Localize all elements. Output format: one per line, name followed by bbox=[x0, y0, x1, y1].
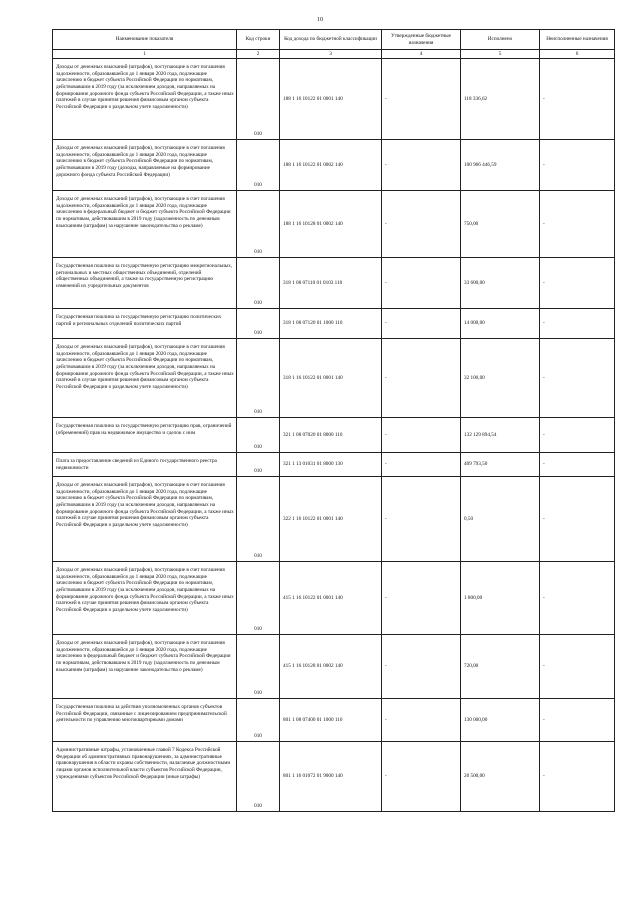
unexecuted-cell: - bbox=[540, 258, 615, 309]
column-number: 1 bbox=[53, 50, 237, 59]
indicator-name-cell: Доходы от денежных взысканий (штрафов), поступающие в счет погашения задолженности, образовавшейся до 1 января 2020 года, подлежащие зачислению в бюджет субъекта Российской Федерации по нормативам, действовавшим в 2019 году (доходы, направляемые на формирование дорожного фонда субъекта Российской Федерации) bbox=[53, 140, 237, 191]
row-code-cell: 010 bbox=[237, 258, 280, 309]
column-number: 3 bbox=[280, 50, 382, 59]
table-body bbox=[53, 59, 615, 812]
table-row bbox=[53, 191, 615, 258]
indicator-name-cell: Плата за предоставление сведений из Единого государственного реестра недвижимости bbox=[53, 453, 237, 477]
unexecuted-cell: - bbox=[540, 59, 615, 140]
budget-code-cell: 415 1 16 10128 01 0002 140 bbox=[280, 635, 382, 699]
approved-cell: - bbox=[382, 562, 461, 635]
indicator-name-cell: Доходы от денежных взысканий (штрафов), поступающие в счет погашения задолженности, образовавшейся до 1 января 2020 года, подлежащие зачислению в бюджет субъекта Российской Федерации по нормативам, действовавшим в 2019 году (за исключением доходов, направляемых на формирование дорожного фонда субъекта Российской Федерации, а также иных платежей в случае принятия решения финансовым органом субъекта Российской Федерации о раздельном учете задолженности) bbox=[53, 59, 237, 140]
column-number: 4 bbox=[382, 50, 461, 59]
executed-cell: 33 600,00 bbox=[461, 258, 540, 309]
unexecuted-cell: - bbox=[540, 562, 615, 635]
row-code-cell: 010 bbox=[237, 59, 280, 140]
table-row bbox=[53, 339, 615, 418]
table-row bbox=[53, 418, 615, 453]
executed-cell: 118 336,62 bbox=[461, 59, 540, 140]
budget-code-cell: 801 1 08 07400 01 1000 110 bbox=[280, 699, 382, 742]
column-number: 5 bbox=[461, 50, 540, 59]
unexecuted-cell: - bbox=[540, 309, 615, 339]
approved-cell: - bbox=[382, 140, 461, 191]
budget-code-cell: 321 1 08 07020 01 8000 110 bbox=[280, 418, 382, 453]
executed-cell: 20 500,00 bbox=[461, 742, 540, 812]
header-indicator-name: Наименование показателя bbox=[53, 30, 237, 50]
approved-cell: - bbox=[382, 191, 461, 258]
budget-code-cell: 321 1 13 01031 01 8000 130 bbox=[280, 453, 382, 477]
table-row bbox=[53, 258, 615, 309]
unexecuted-cell: - bbox=[540, 339, 615, 418]
budget-code-cell: 415 1 16 10122 01 0001 140 bbox=[280, 562, 382, 635]
indicator-name-cell: Доходы от денежных взысканий (штрафов), поступающие в счет погашения задолженности, образовавшейся до 1 января 2020 года, подлежащие зачислению в бюджет субъекта Российской Федерации по нормативам, действовавшим в 2019 году (за исключением доходов, направляемых на формирование дорожного фонда субъекта Российской Федерации, а также иных платежей в случае принятия решения финансовым органом субъекта Российской Федерации о раздельном учете задолженности) bbox=[53, 339, 237, 418]
executed-cell: 100 966 446,59 bbox=[461, 140, 540, 191]
header-row bbox=[53, 30, 615, 50]
unexecuted-cell: - bbox=[540, 140, 615, 191]
table-row bbox=[53, 635, 615, 699]
table-row bbox=[53, 477, 615, 562]
header-executed: Исполнено bbox=[461, 30, 540, 50]
indicator-name-cell: Государственная пошлина за государственную регистрацию прав, ограничений (обременений) прав на недвижимое имущество и сделок с ним bbox=[53, 418, 237, 453]
unexecuted-cell: - bbox=[540, 418, 615, 453]
unexecuted-cell: - bbox=[540, 477, 615, 562]
budget-code-cell: 322 1 16 10122 01 0001 140 bbox=[280, 477, 382, 562]
approved-cell: - bbox=[382, 453, 461, 477]
approved-cell: - bbox=[382, 258, 461, 309]
executed-cell: 32 100,00 bbox=[461, 339, 540, 418]
executed-cell: 0,50 bbox=[461, 477, 540, 562]
budget-code-cell: 801 1 16 01072 01 9000 140 bbox=[280, 742, 382, 812]
row-code-cell: 010 bbox=[237, 635, 280, 699]
row-code-cell: 010 bbox=[237, 742, 280, 812]
approved-cell: - bbox=[382, 59, 461, 140]
budget-code-cell: 188 1 16 10122 01 0002 140 bbox=[280, 140, 382, 191]
approved-cell: - bbox=[382, 309, 461, 339]
row-code-cell: 010 bbox=[237, 339, 280, 418]
column-number-row bbox=[53, 50, 615, 59]
executed-cell: 750,00 bbox=[461, 191, 540, 258]
budget-code-cell: 318 1 08 07120 01 1000 110 bbox=[280, 309, 382, 339]
approved-cell: - bbox=[382, 339, 461, 418]
budget-code-cell: 188 1 16 10128 01 0002 140 bbox=[280, 191, 382, 258]
row-code-cell: 010 bbox=[237, 477, 280, 562]
budget-code-cell: 318 1 08 07110 01 0103 110 bbox=[280, 258, 382, 309]
unexecuted-cell: - bbox=[540, 453, 615, 477]
indicator-name-cell: Государственная пошлина за действия уполномоченных органов субъектов Российской Федерации, связанные с лицензированием предпринимательской деятельности по управлению многоквартирными домами bbox=[53, 699, 237, 742]
executed-cell: 132 129 894,54 bbox=[461, 418, 540, 453]
executed-cell: 409 793,50 bbox=[461, 453, 540, 477]
column-number: 6 bbox=[540, 50, 615, 59]
budget-execution-table bbox=[52, 29, 615, 812]
table-row bbox=[53, 59, 615, 140]
table-row bbox=[53, 562, 615, 635]
approved-cell: - bbox=[382, 418, 461, 453]
row-code-cell: 010 bbox=[237, 140, 280, 191]
column-number: 2 bbox=[237, 50, 280, 59]
table-row bbox=[53, 699, 615, 742]
unexecuted-cell: - bbox=[540, 191, 615, 258]
row-code-cell: 010 bbox=[237, 191, 280, 258]
header-unexecuted: Неисполненные назначения bbox=[540, 30, 615, 50]
unexecuted-cell: - bbox=[540, 699, 615, 742]
page-number: 10 bbox=[317, 17, 323, 23]
row-code-cell: 010 bbox=[237, 309, 280, 339]
approved-cell: - bbox=[382, 699, 461, 742]
budget-code-cell: 188 1 16 10122 01 0001 140 bbox=[280, 59, 382, 140]
header-row-code: Код строки bbox=[237, 30, 280, 50]
approved-cell: - bbox=[382, 635, 461, 699]
executed-cell: 14 000,00 bbox=[461, 309, 540, 339]
table-row bbox=[53, 453, 615, 477]
table-row bbox=[53, 309, 615, 339]
budget-code-cell: 318 1 16 10122 01 0001 140 bbox=[280, 339, 382, 418]
header-budget-code: Код дохода по бюджетной классификации bbox=[280, 30, 382, 50]
executed-cell: 130 000,00 bbox=[461, 699, 540, 742]
row-code-cell: 010 bbox=[237, 699, 280, 742]
row-code-cell: 010 bbox=[237, 453, 280, 477]
table-row bbox=[53, 742, 615, 812]
header-approved: Утвержденные бюджетные назначения bbox=[382, 30, 461, 50]
approved-cell: - bbox=[382, 477, 461, 562]
executed-cell: 1 800,00 bbox=[461, 562, 540, 635]
unexecuted-cell: - bbox=[540, 742, 615, 812]
indicator-name-cell: Государственная пошлина за государственную регистрацию политических партий и региональных отделений политических партий bbox=[53, 309, 237, 339]
approved-cell: - bbox=[382, 742, 461, 812]
indicator-name-cell: Доходы от денежных взысканий (штрафов), поступающие в счет погашения задолженности, образовавшейся до 1 января 2020 года, подлежащие зачислению в федеральный бюджет и бюджет субъекта Российской Федерации по нормативам, действовавшим в 2019 году (задолженность по денежным взысканиям (штрафам) за нарушение законодательства о рекламе) bbox=[53, 191, 237, 258]
row-code-cell: 010 bbox=[237, 562, 280, 635]
executed-cell: 720,00 bbox=[461, 635, 540, 699]
indicator-name-cell: Доходы от денежных взысканий (штрафов), поступающие в счет погашения задолженности, образовавшейся до 1 января 2020 года, подлежащие зачислению в федеральный бюджет и бюджет субъекта Российской Федерации по нормативам, действовавшим в 2019 году (задолженность по денежным взысканиям (штрафам) за нарушение законодательства о рекламе) bbox=[53, 635, 237, 699]
row-code-cell: 010 bbox=[237, 418, 280, 453]
indicator-name-cell: Административные штрафы, установленные главой 7 Кодекса Российской Федерации об административных правонарушениях, за административные правонарушения в области охраны собственности, налагаемые должностными лицами органов исполнительной власти субъектов Российской Федерации, учреждениями субъектов Российской Федерации (иные штрафы) bbox=[53, 742, 237, 812]
unexecuted-cell: - bbox=[540, 635, 615, 699]
indicator-name-cell: Государственная пошлина за государственную регистрацию межрегиональных, региональных и местных общественных объединений, отделений общественных объединений, а также за государственную регистрацию изменений их учредительных документов bbox=[53, 258, 237, 309]
indicator-name-cell: Доходы от денежных взысканий (штрафов), поступающие в счет погашения задолженности, образовавшейся до 1 января 2020 года, подлежащие зачислению в бюджет субъекта Российской Федерации по нормативам, действовавшим в 2019 году (за исключением доходов, направляемых на формирование дорожного фонда субъекта Российской Федерации, а также иных платежей в случае принятия решения финансовым органом субъекта Российской Федерации о раздельном учете задолженности) bbox=[53, 562, 237, 635]
table-row bbox=[53, 140, 615, 191]
indicator-name-cell: Доходы от денежных взысканий (штрафов), поступающие в счет погашения задолженности, образовавшейся до 1 января 2020 года, подлежащие зачислению в бюджет субъекта Российской Федерации по нормативам, действовавшим в 2019 году (за исключением доходов, направляемых на формирование дорожного фонда субъекта Российской Федерации, а также иных платежей в случае принятия решения финансовым органом субъекта Российской Федерации о раздельном учете задолженности) bbox=[53, 477, 237, 562]
